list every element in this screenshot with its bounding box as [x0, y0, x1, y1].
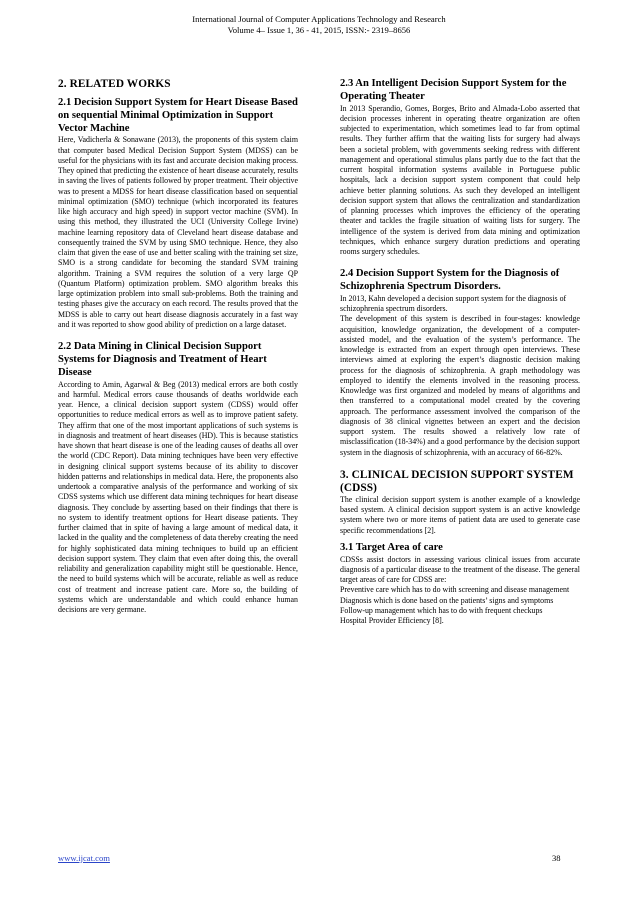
- journal-header: [0, 14, 638, 36]
- list-item: Follow-up management which has to do with frequent checkups: [340, 605, 543, 615]
- section-3-1-body: CDSSs assist doctors in assessing various clinical issues from accurate diagnosis of a particular disease to the treatment of the disease. The general target areas of care for CDSS are:: [340, 554, 580, 585]
- journal-title: International Journal of Computer Applications Technology and Research: [192, 14, 446, 24]
- section-2-3-heading: 2.3 An Intelligent Decision Support System for the Operating Theater: [340, 78, 567, 102]
- right-column: [340, 78, 580, 626]
- section-2-1-heading: 2.1 Decision Support System for Heart Disease Based on sequential Minimal Optimization in Support Vector Machine: [58, 97, 298, 134]
- section-2-4-heading: 2.4 Decision Support System for the Diagnosis of Schizophrenia Spectrum Disorders.: [340, 268, 560, 293]
- section-2-3-body: In 2013 Sperandio, Gomes, Borges, Brito and Almada-Lobo asserted that decision processes inherent in operating theatre organization are often subjected to experimentation, which sometimes lead to far from optimal results. They further affirm that the waiting lists for surgery had always been a societal problem, with governments seeking redress with different management and operational stimulus plans partly due to the fact that the current hospital information systems available in Portuguese public hospitals, lack a decision support system component that could help achieve better planning solutions. As such they developed an intelligent decision support system that allows the centralization and standardization of planning processes which improves the efficiency of the operating theater and tackles the fragile situation of waiting lists for surgery. The intelligence of the system is derived from data mining and optimization techniques, which enhance surgery duration predictions and operating rooms surgery schedules.: [340, 103, 580, 257]
- section-2-2-heading: 2.2 Data Mining in Clinical Decision Support Systems for Diagnosis and Treatment of Heart Disease: [58, 341, 267, 378]
- section-2-4-intro: In 2013, Kahn developed a decision support system for the diagnosis of schizophrenia spectrum disorders.: [340, 293, 567, 314]
- section-3-body: The clinical decision support system is another example of a knowledge based system. A clinical decision support system is an active knowledge system where two or more items of patient data are used to generate case specific recommendations [2].: [340, 494, 580, 535]
- section-3-1-heading: 3.1 Target Area of care: [340, 541, 443, 553]
- section-2-2-body: According to Amin, Agarwal & Beg (2013) medical errors are both costly and harmful. Medical errors cause thousands of deaths worldwide each year. Hence, a clinical decision support system (CDSS) would offer opportunities to reduce medical errors as well as to improve patient safety. They affirm that one of the most important applications of such systems is in diagnosis and treatment of heart diseases (HD). This is because statistics have shown that heart disease is one of the leading causes of deaths all over the world (CDC Report). Data mining techniques have been very effective in designing clinical support systems because of its ability to discover hidden patterns and relationships in medical data. Here, the proponents also undertook a comparative analysis of the performance and working of six CDSS systems which use different data mining techniques for heart disease diagnosis. They conclude by asserting based on their findings that there is no system to identify treatment options for Heart disease patients. They further claimed that in spite of having a large amount of medical data, it lacked in the quality and the completeness of data thereby creating the need for highly sophisticated data mining techniques to build up an efficient decision support system. They claim that even after doing this, the overall reliability and generalization capability might still be questionable. Hence, the need to build systems which will be accurate, reliable as well as reduce cost of treatment and increase patient care. More so, the building of systems which are understandable and which could enhance human decisions are very germane.: [58, 379, 298, 615]
- list-item: Preventive care which has to do with screening and disease management: [340, 585, 570, 595]
- section-2-4-body: The development of this system is described in four-stages: knowledge acquisition, knowledge organization, the development of a computer-assisted model, and the evaluation of the system’s performance. The knowledge is extracted from an expert through open interviews. These interviews aimed at exploring the expert’s diagnostic decision making process for the diagnosis of schizophrenia. A graph methodology was employed to identify the elements involved in the reasoning process. Knowledge was first organized and modeled by means of algorithms and then transferred to a computational model created by the covering approach. The performance assessment involved the comparison of the diagnosis of 38 clinical vignettes between an expert and the decision support system. The results showed a relatively low rate of misclassification (18-34%) and a good performance by the decision support system in the diagnosis of schizophrenia, with an accuracy of 66-82%.: [340, 314, 580, 457]
- left-column: [58, 78, 298, 615]
- journal-volume-info: Volume 4– Issue 1, 36 - 41, 2015, ISSN:- 2319–8656: [227, 25, 411, 35]
- footer-url-link[interactable]: www.ijcat.com: [58, 853, 110, 863]
- section-2-1-body: Here, Vadicherla & Sonawane (2013), the proponents of this system claim that computer based Medical Decision Support System (MDSS) can be useful for the physicians with its fast and accurate decision making process. They opined that predicting the existence of heart disease accurately, results in saving the lives of patients followed by proper treatment. Their objective was to present a MDSS for heart disease classification based on sequential minimal optimization (SMO) technique (which incorporated its features like high accuracy and high speed) in support vector machine (SVM). In using this method, they illustrated the UCI (University College Irvine) machine learning repository data of Cleveland heart disease database and consequently trained the SVM by using SMO technique. Hence, they also claim that given the ease of use and better scaling with the training set size, SMO is a strong candidate for becoming the standard SVM training algorithm. Training a SVM requires the solution of a very large QP (Quantum Platform) optimization problem. SMO algorithm breaks this large optimization problem into small sub-problems. Both the training and testing phases give the accuracy on each record. The results proved that the MDSS is able to carry out heart disease diagnosis accurately in a fast way and it was reported to show good ability of prediction on a large dataset.: [58, 135, 298, 329]
- section-3-heading: 3. CLINICAL DECISION SUPPORT SYSTEM (CDSS): [340, 468, 574, 494]
- section-2-heading: 2. RELATED WORKS: [58, 78, 171, 90]
- list-item: Diagnosis which is done based on the patients’ signs and symptoms: [340, 595, 554, 605]
- page-number: 38: [552, 853, 561, 863]
- list-item: Hospital Provider Efficiency [8].: [340, 616, 444, 626]
